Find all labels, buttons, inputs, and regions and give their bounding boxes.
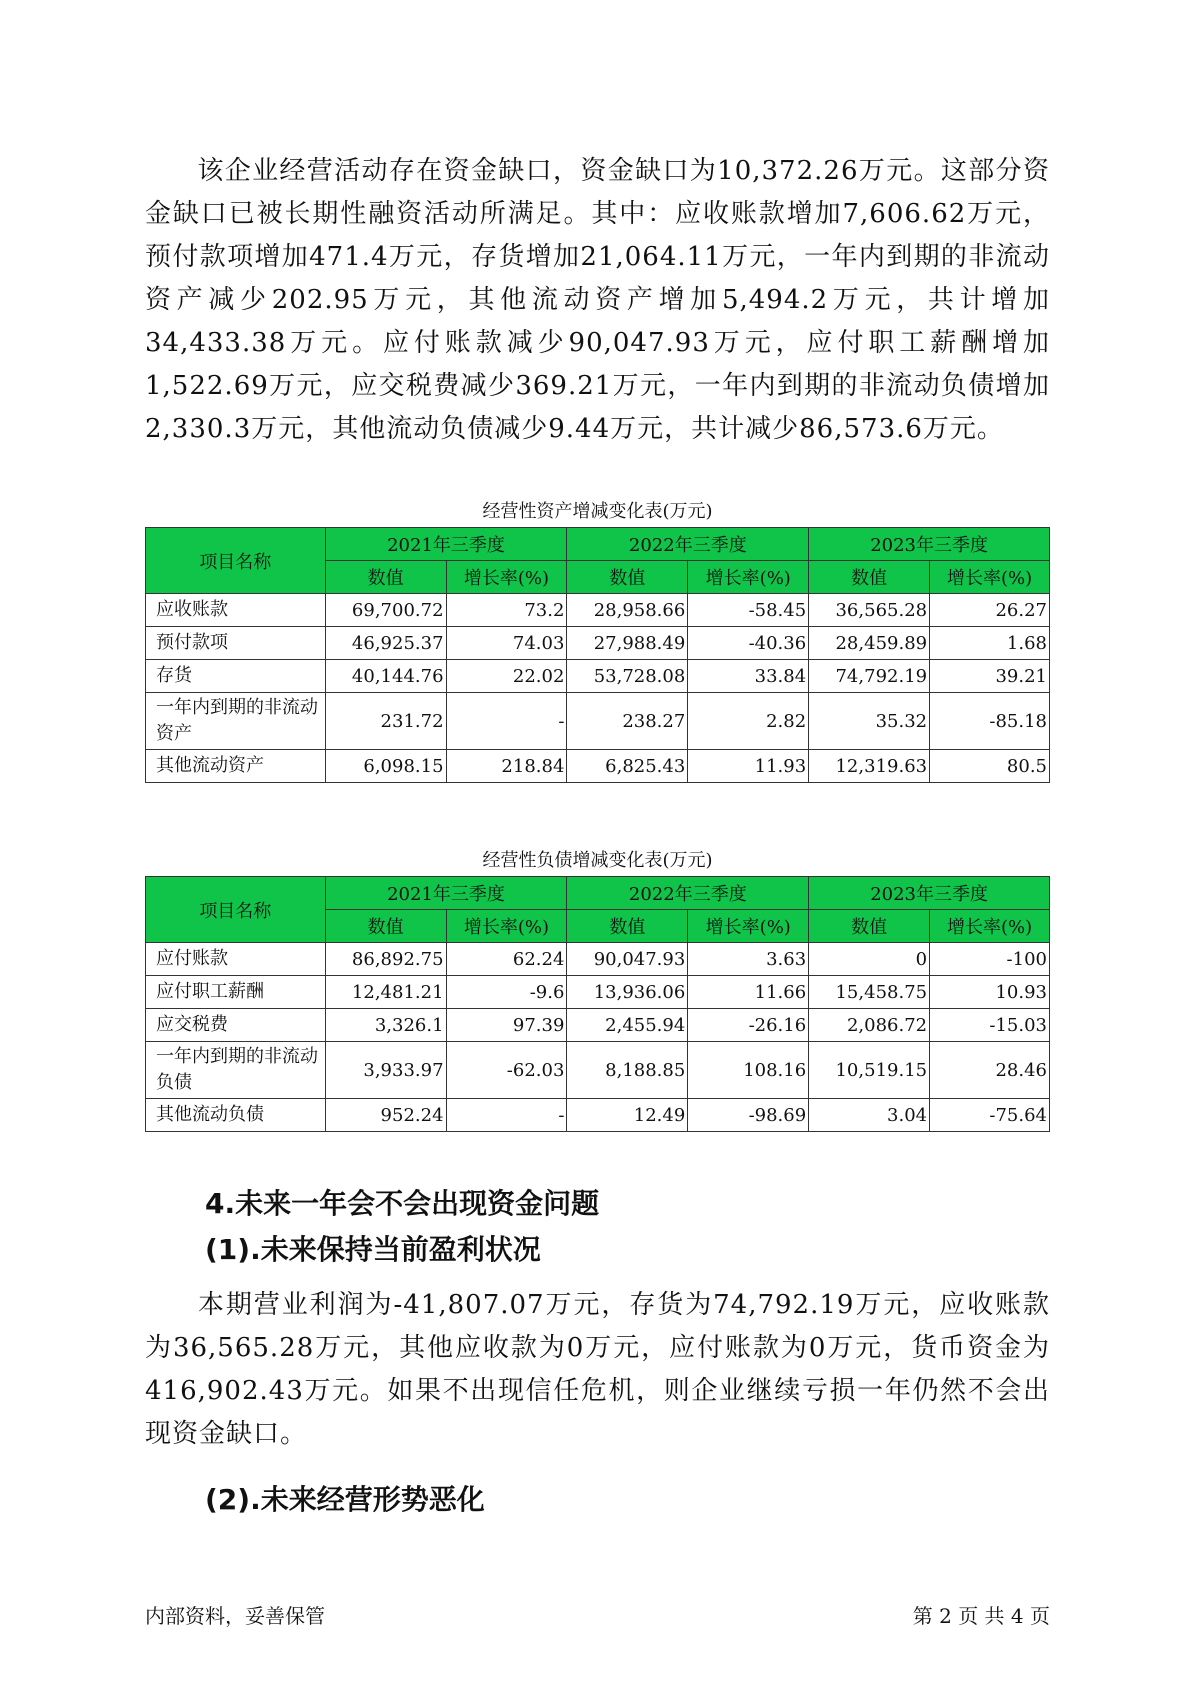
value-cell: 108.16 (688, 1042, 809, 1099)
value-cell: 33.84 (688, 660, 809, 693)
value-subheader: 数值 (567, 910, 688, 943)
value-cell: 2.82 (688, 693, 809, 750)
value-cell: 80.5 (930, 750, 1050, 783)
value-cell: 11.66 (688, 976, 809, 1009)
item-name-header: 项目名称 (146, 528, 326, 594)
value-cell: 6,825.43 (567, 750, 688, 783)
period-header: 2023年三季度 (809, 528, 1050, 561)
value-cell: 36,565.28 (809, 594, 930, 627)
value-subheader: 数值 (567, 561, 688, 594)
value-cell: 86,892.75 (325, 943, 446, 976)
row-name-cell: 一年内到期的非流动负债 (146, 1042, 326, 1099)
value-cell: 10.93 (930, 976, 1050, 1009)
growth-subheader: 增长率(%) (688, 910, 809, 943)
period-header: 2022年三季度 (567, 877, 809, 910)
value-cell: 2,086.72 (809, 1009, 930, 1042)
period-header: 2021年三季度 (325, 877, 567, 910)
value-cell: 12,481.21 (325, 976, 446, 1009)
value-cell: -40.36 (688, 627, 809, 660)
value-cell: 22.02 (446, 660, 567, 693)
value-cell: 11.93 (688, 750, 809, 783)
subsection-title-1: (1).未来保持当前盈利状况 (205, 1233, 541, 1266)
value-cell: 3.04 (809, 1099, 930, 1132)
value-subheader: 数值 (809, 910, 930, 943)
growth-subheader: 增长率(%) (930, 561, 1050, 594)
table-row (146, 594, 1050, 627)
value-cell: 74.03 (446, 627, 567, 660)
value-cell: 12,319.63 (809, 750, 930, 783)
value-cell: 40,144.76 (325, 660, 446, 693)
value-cell: 27,988.49 (567, 627, 688, 660)
value-cell: 3,933.97 (325, 1042, 446, 1099)
growth-subheader: 增长率(%) (446, 561, 567, 594)
table-row (146, 627, 1050, 660)
value-subheader: 数值 (325, 561, 446, 594)
row-name-cell: 其他流动资产 (146, 750, 326, 783)
growth-subheader: 增长率(%) (930, 910, 1050, 943)
liability-table-caption: 经营性负债增减变化表(万元) (482, 850, 713, 871)
value-cell: 8,188.85 (567, 1042, 688, 1099)
value-cell: -75.64 (930, 1099, 1050, 1132)
subsection-title-2: (2).未来经营形势恶化 (205, 1483, 485, 1516)
value-cell: 231.72 (325, 693, 446, 750)
footer-note: 内部资料，妥善保管 (145, 1604, 325, 1628)
row-name-cell: 应收账款 (146, 594, 326, 627)
intro-paragraph: 该企业经营活动存在资金缺口，资金缺口为10,372.26万元。这部分资金缺口已被长期性融资活动所满足。其中：应收账款增加7,606.62万元，预付款项增加471.4万元，存货增加21,064.11万元，一年内到期的非流动资产减少202.95万元，其他流动资产增加5,494.2万元，共计增加34,433.38万元。应付账款减少90,047.93万元，应付职工薪酬增加1,522.69万元，应交税费减少369.21万元，一年内到期的非流动负债增加2,330.3万元，其他流动负债减少9.44万元，共计减少86,573.6万元。 (145, 156, 1050, 444)
table-row (146, 976, 1050, 1009)
value-cell: 39.21 (930, 660, 1050, 693)
page-number: 第 2 页 共 4 页 (912, 1604, 1050, 1628)
item-name-header: 项目名称 (146, 877, 326, 943)
period-header: 2023年三季度 (809, 877, 1050, 910)
value-cell: 2,455.94 (567, 1009, 688, 1042)
table-row (146, 750, 1050, 783)
value-cell: 73.2 (446, 594, 567, 627)
growth-subheader: 增长率(%) (688, 561, 809, 594)
value-subheader: 数值 (809, 561, 930, 594)
value-cell: - (446, 1099, 567, 1132)
value-cell: 6,098.15 (325, 750, 446, 783)
period-header: 2021年三季度 (325, 528, 567, 561)
value-cell: 1.68 (930, 627, 1050, 660)
asset-table (145, 527, 1050, 783)
value-cell: 53,728.08 (567, 660, 688, 693)
value-cell: 46,925.37 (325, 627, 446, 660)
value-cell: 28,459.89 (809, 627, 930, 660)
value-cell: 26.27 (930, 594, 1050, 627)
table-row (146, 1009, 1050, 1042)
row-name-cell: 应付账款 (146, 943, 326, 976)
value-cell: 218.84 (446, 750, 567, 783)
row-name-cell: 其他流动负债 (146, 1099, 326, 1132)
value-cell: 97.39 (446, 1009, 567, 1042)
row-name-cell: 一年内到期的非流动资产 (146, 693, 326, 750)
table-row (146, 943, 1050, 976)
value-cell: 90,047.93 (567, 943, 688, 976)
table-row (146, 660, 1050, 693)
value-cell: 74,792.19 (809, 660, 930, 693)
table-row (146, 1042, 1050, 1099)
table-header-row (146, 877, 1050, 910)
row-name-cell: 应交税费 (146, 1009, 326, 1042)
value-cell: 3,326.1 (325, 1009, 446, 1042)
value-subheader: 数值 (325, 910, 446, 943)
row-name-cell: 预付款项 (146, 627, 326, 660)
section-title: 4.未来一年会不会出现资金问题 (205, 1187, 600, 1220)
value-cell: 12.49 (567, 1099, 688, 1132)
value-cell: 952.24 (325, 1099, 446, 1132)
value-cell: - (446, 693, 567, 750)
value-cell: 3.63 (688, 943, 809, 976)
table-row (146, 693, 1050, 750)
value-cell: -58.45 (688, 594, 809, 627)
value-cell: 28.46 (930, 1042, 1050, 1099)
value-cell: -85.18 (930, 693, 1050, 750)
value-cell: -100 (930, 943, 1050, 976)
row-name-cell: 应付职工薪酬 (146, 976, 326, 1009)
value-cell: 10,519.15 (809, 1042, 930, 1099)
value-cell: -15.03 (930, 1009, 1050, 1042)
value-cell: -9.6 (446, 976, 567, 1009)
subsection-1-paragraph: 本期营业利润为-41,807.07万元，存货为74,792.19万元，应收账款为36,565.28万元，其他应收款为0万元，应付账款为0万元，货币资金为416,902.43万元。如果不出现信任危机，则企业继续亏损一年仍然不会出现资金缺口。 (145, 1290, 1050, 1449)
value-cell: 238.27 (567, 693, 688, 750)
value-cell: -98.69 (688, 1099, 809, 1132)
value-cell: 0 (809, 943, 930, 976)
value-cell: 69,700.72 (325, 594, 446, 627)
value-cell: -26.16 (688, 1009, 809, 1042)
period-header: 2022年三季度 (567, 528, 809, 561)
growth-subheader: 增长率(%) (446, 910, 567, 943)
asset-table-caption: 经营性资产增减变化表(万元) (482, 501, 713, 522)
row-name-cell: 存货 (146, 660, 326, 693)
value-cell: -62.03 (446, 1042, 567, 1099)
value-cell: 28,958.66 (567, 594, 688, 627)
table-row (146, 1099, 1050, 1132)
value-cell: 62.24 (446, 943, 567, 976)
value-cell: 13,936.06 (567, 976, 688, 1009)
table-header-row (146, 528, 1050, 561)
value-cell: 15,458.75 (809, 976, 930, 1009)
value-cell: 35.32 (809, 693, 930, 750)
liability-table (145, 876, 1050, 1132)
